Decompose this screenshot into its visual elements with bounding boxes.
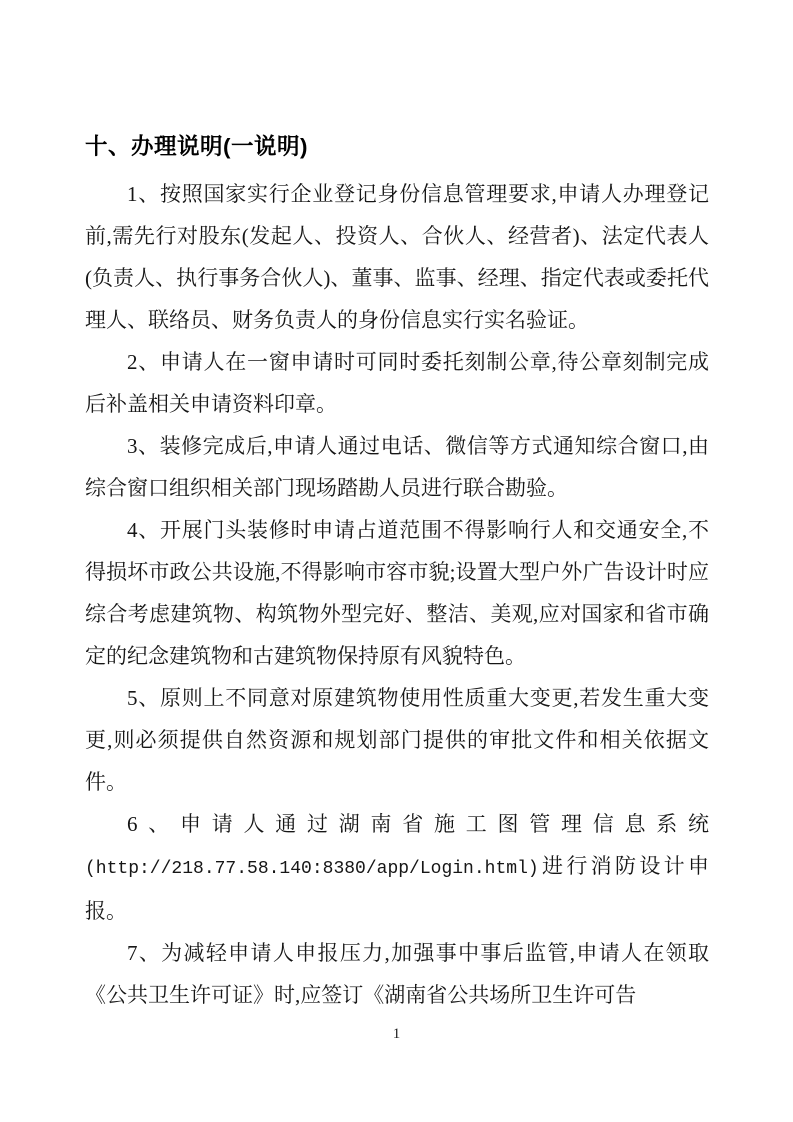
paragraph-7: 7、为减轻申请人申报压力,加强事中事后监管,申请人在领取《公共卫生许可证》时,应签订《湖南省公共场所卫生许可告 [85, 941, 709, 1007]
paragraph-4: 4、开展门头装修时申请占道范围不得影响行人和交通安全,不得损坏市政公共设施,不得影响市容市貌;设置大型户外广告设计时应综合考虑建筑物、构筑物外型完好、整洁、美观,应对国家和省市确定的纪念建筑物和古建筑物保持原有风貌特色。 [85, 518, 709, 668]
paragraph-6-text-after-url: 进行消防设计申报。 [85, 854, 709, 923]
paragraph-5: 5、原则上不同意对原建筑物使用性质重大变更,若发生重大变更,则必须提供自然资源和规划部门提供的审批文件和相关依据文件。 [85, 686, 709, 794]
document-content [85, 0, 709, 1016]
title-section-number: 十、 [85, 134, 132, 159]
document-body [85, 173, 709, 1016]
paragraph-1: 1、按照国家实行企业登记身份信息管理要求,申请人办理登记前,需先行对股东(发起人、投资人、合伙人、经营者)、法定代表人(负责人、执行事务合伙人)、董事、监事、经理、指定代表或委托代理人、联络员、财务负责人的身份信息实行实名验证。 [85, 182, 709, 332]
paragraph-6-text-before-url: 6、申请人通过湖南省施工图管理信息系统 [127, 812, 709, 836]
paragraph-6 [85, 803, 709, 932]
page-title [85, 0, 709, 162]
construction-drawing-system-url: (http://218.77.58.140:8380/app/Login.html) [85, 859, 539, 879]
title-text: 办理说明(一说明) [131, 134, 309, 159]
paragraph-2: 2、申请人在一窗申请时可同时委托刻制公章,待公章刻制完成后补盖相关申请资料印章。 [85, 350, 709, 416]
paragraph-3: 3、装修完成后,申请人通过电话、微信等方式通知综合窗口,由综合窗口组织相关部门现场踏勘人员进行联合勘验。 [85, 434, 709, 500]
page-number: 1 [392, 1026, 401, 1042]
